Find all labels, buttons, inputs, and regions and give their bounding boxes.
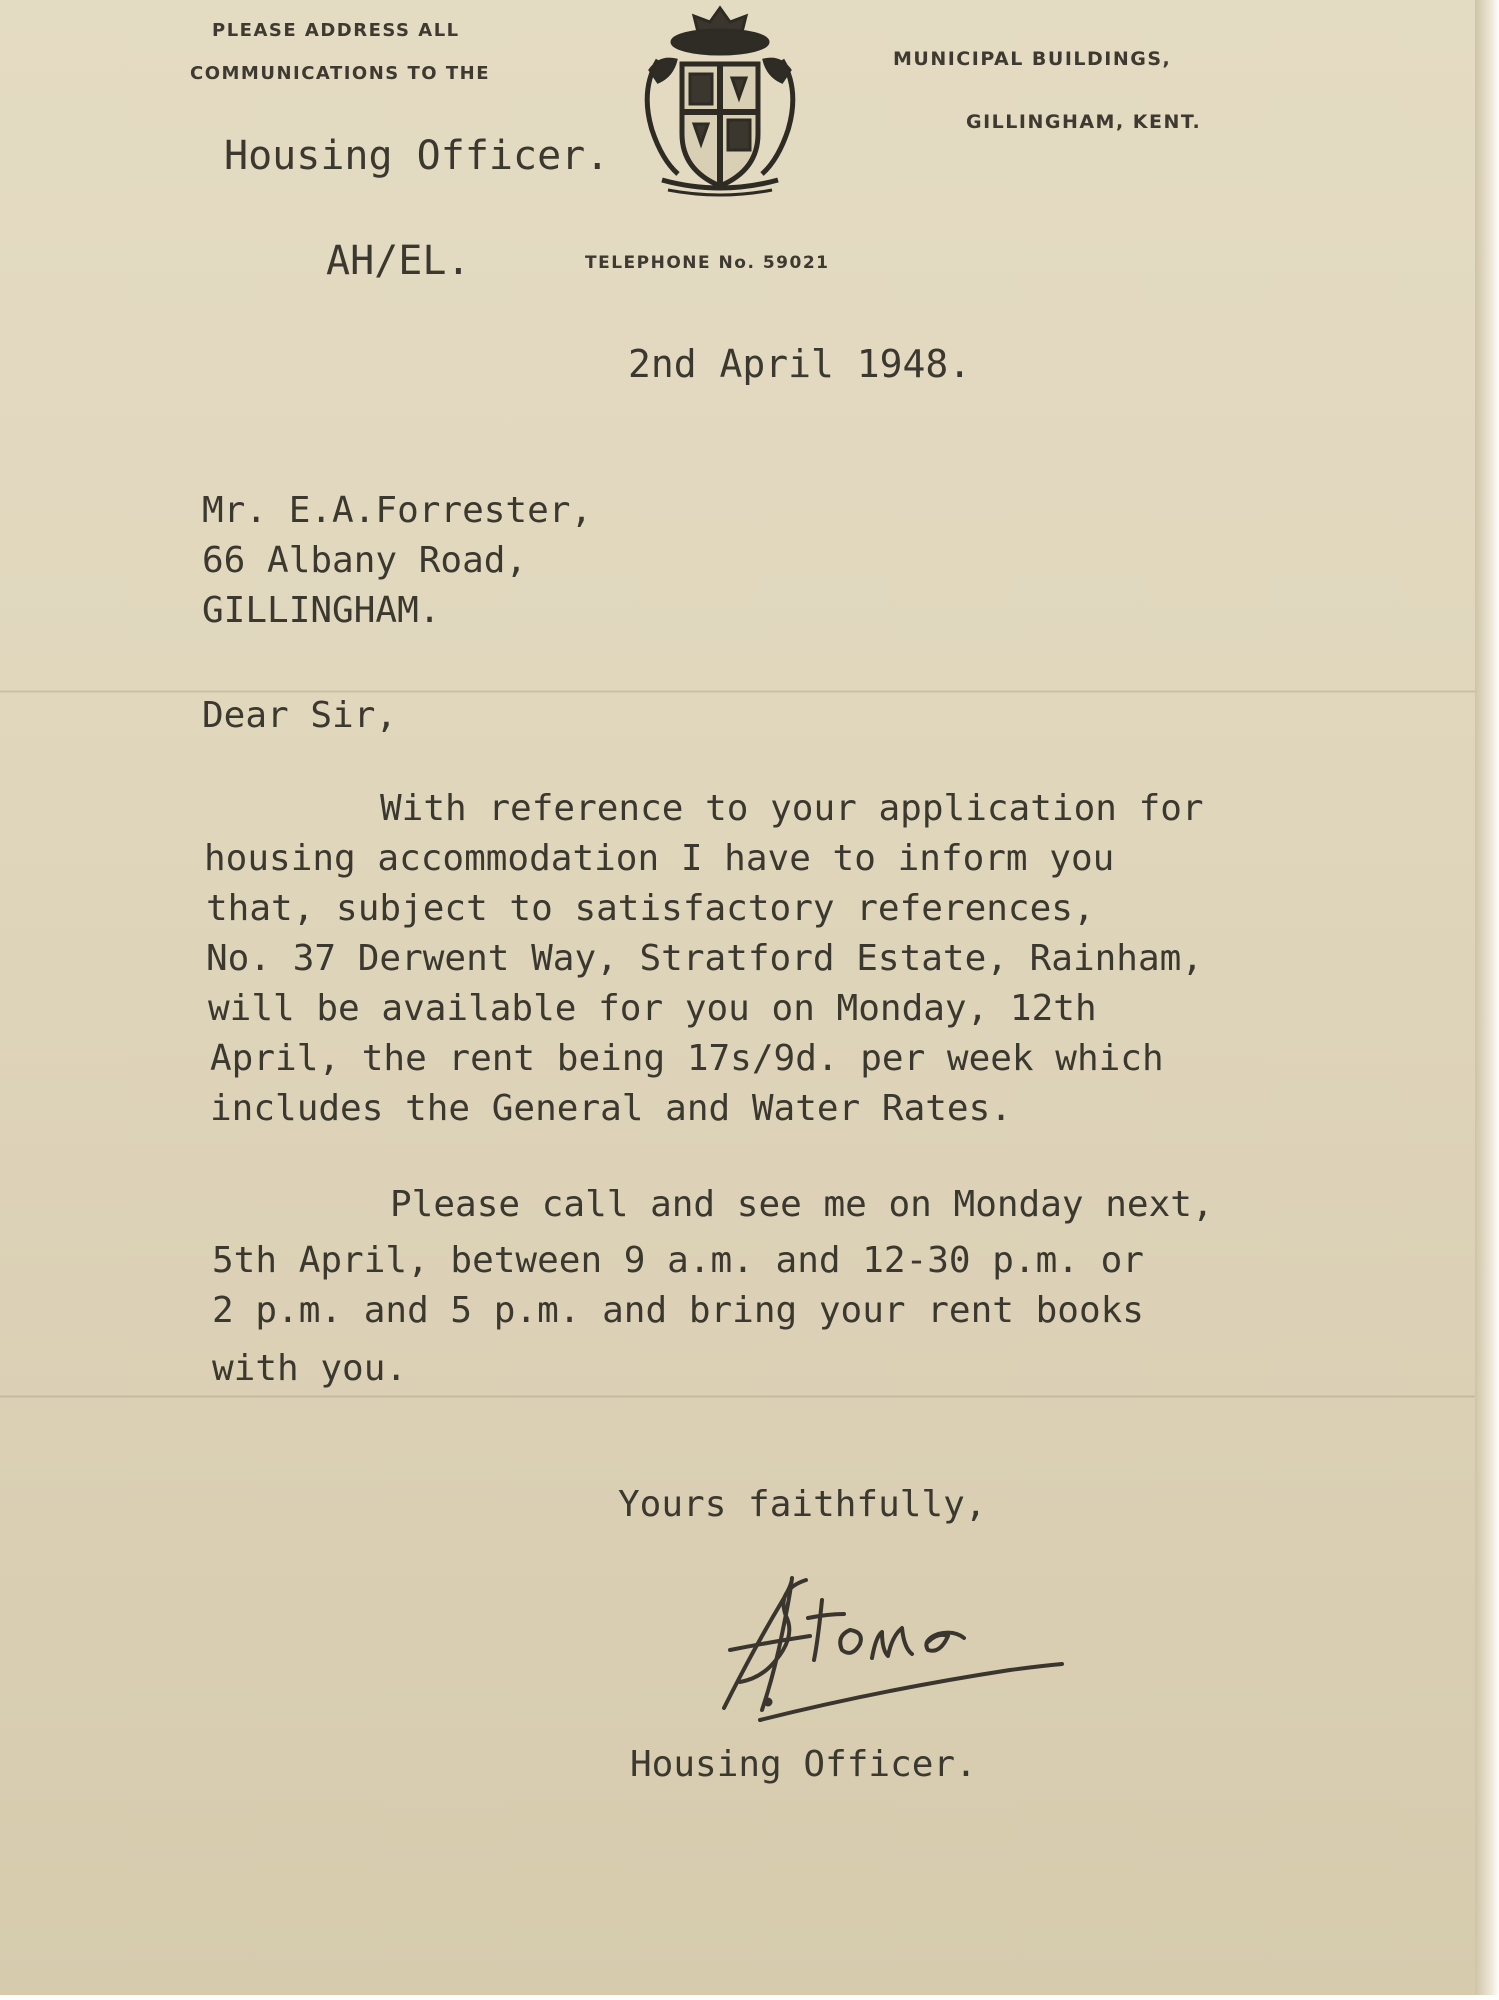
office-address-line2: GILLINGHAM, KENT. xyxy=(966,111,1202,133)
office-address-line1: MUNICIPAL BUILDINGS, xyxy=(893,48,1172,70)
paragraph1-line: will be available for you on Monday, 12th xyxy=(208,988,1097,1029)
paragraph1-line: that, subject to satisfactory references, xyxy=(206,888,1095,929)
closing: Yours faithfully, xyxy=(618,1484,987,1525)
recipient-town: GILLINGHAM. xyxy=(202,590,441,631)
paragraph1-line: April, the rent being 17s/9d. per week which xyxy=(210,1038,1164,1079)
paragraph2-line: Please call and see me on Monday next, xyxy=(390,1184,1214,1225)
coat-of-arms-icon xyxy=(628,0,812,200)
address-note-line1: PLEASE ADDRESS ALL xyxy=(212,20,460,41)
paragraph1-line: includes the General and Water Rates. xyxy=(210,1088,1012,1129)
paper-fold-line xyxy=(0,1395,1478,1398)
reference-code: AH/EL. xyxy=(326,238,471,284)
address-note-line2: COMMUNICATIONS TO THE xyxy=(190,63,491,84)
paragraph1-line: housing accommodation I have to inform you xyxy=(204,838,1115,879)
signatory-title: Housing Officer. xyxy=(630,1744,977,1785)
paragraph2-line: 2 p.m. and 5 p.m. and bring your rent books xyxy=(212,1290,1144,1331)
paragraph2-line: with you. xyxy=(212,1348,408,1389)
paragraph1-line: With reference to your application for xyxy=(380,788,1204,829)
paragraph1-line: No. 37 Derwent Way, Stratford Estate, Rainham, xyxy=(206,938,1203,979)
recipient-street: 66 Albany Road, xyxy=(202,540,528,581)
letter-date: 2nd April 1948. xyxy=(628,342,972,386)
salutation: Dear Sir, xyxy=(202,695,398,736)
handwritten-signature xyxy=(690,1540,1110,1730)
letterhead-addressee-title: Housing Officer. xyxy=(224,133,610,179)
paper-fold-line xyxy=(0,690,1478,693)
telephone-number: TELEPHONE No. 59021 xyxy=(585,253,830,273)
recipient-name: Mr. E.A.Forrester, xyxy=(202,490,593,531)
paper-edge xyxy=(1475,0,1499,1995)
paragraph2-line: 5th April, between 9 a.m. and 12-30 p.m. or xyxy=(212,1240,1144,1281)
